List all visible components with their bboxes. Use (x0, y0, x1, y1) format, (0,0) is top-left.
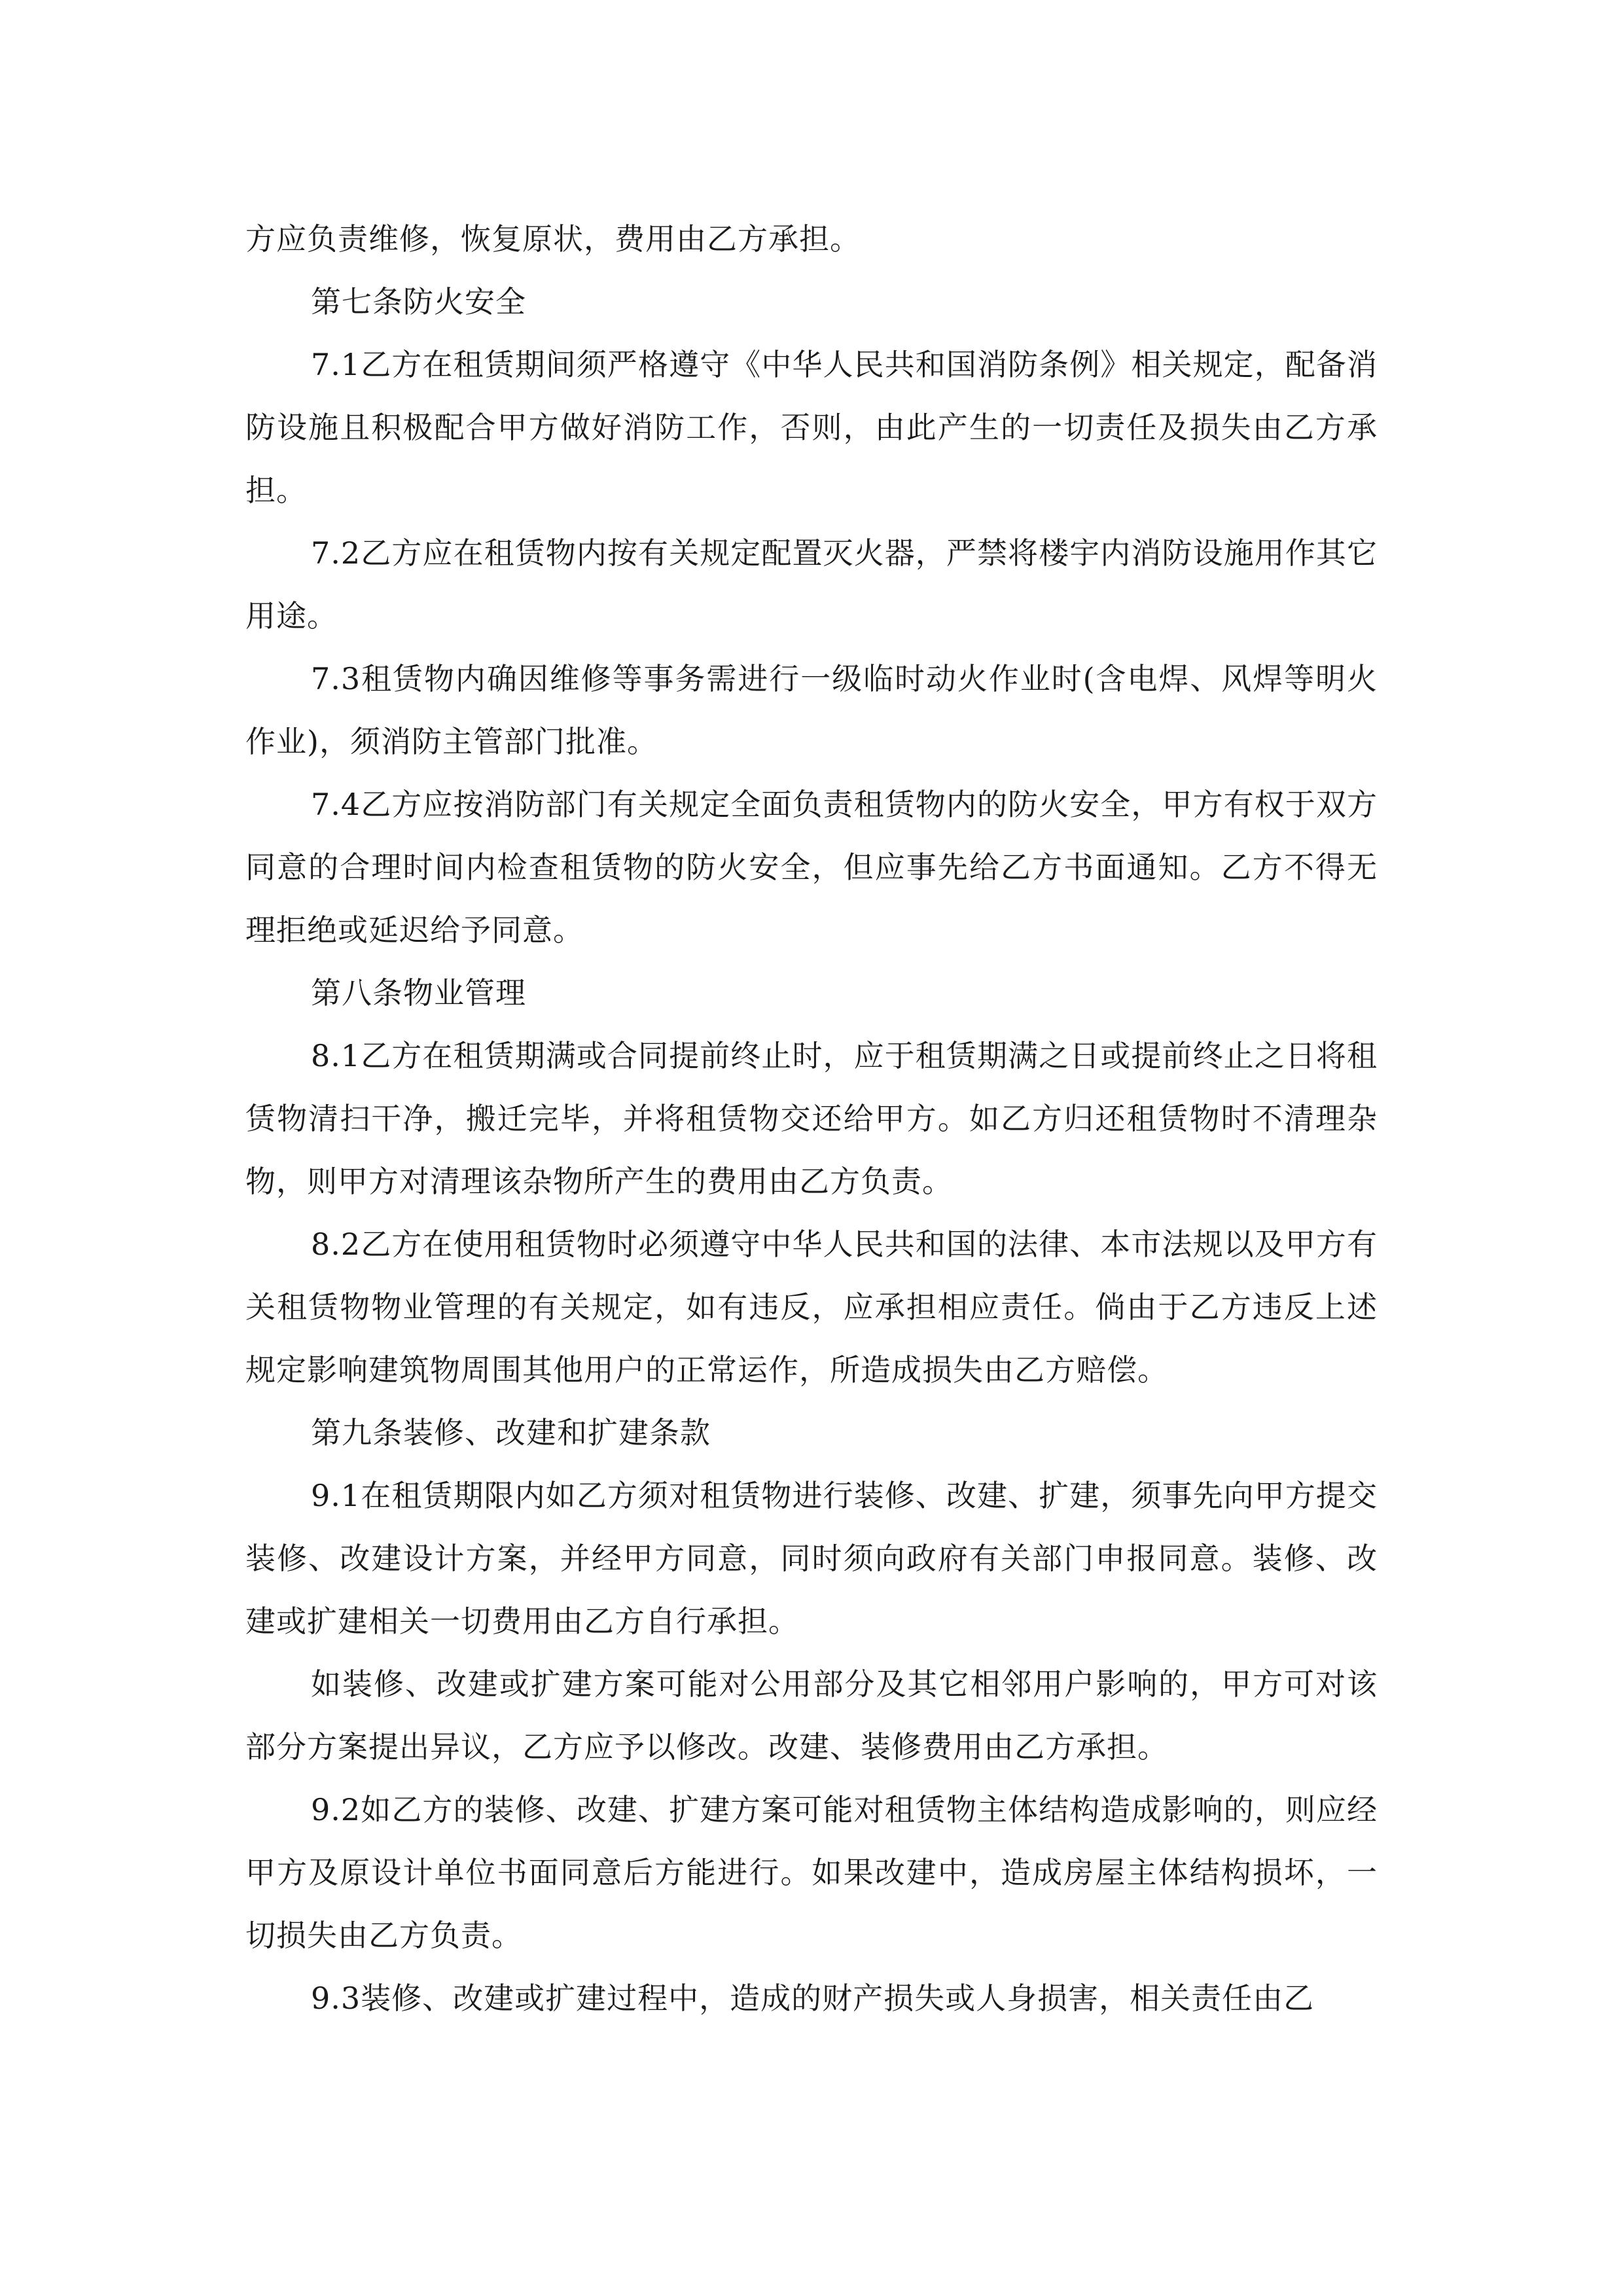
clause-9-2: 9.2如乙方的装修、改建、扩建方案可能对租赁物主体结构造成影响的，则应经甲方及原设计单位书面同意后方能进行。如果改建中，造成房屋主体结构损坏，一切损失由乙方负责。 (245, 1792, 1378, 1953)
clause-8-2: 8.2乙方在使用租赁物时必须遵守中华人民共和国的法律、本市法规以及甲方有关租赁物物业管理的有关规定，如有违反，应承担相应责任。倘由于乙方违反上述规定影响建筑物周围其他用户的正常运作，所造成损失由乙方赔偿。 (245, 1227, 1378, 1388)
clause-8-1: 8.1乙方在租赁期满或合同提前终止时，应于租赁期满之日或提前终止之日将租赁物清扫干净，搬迁完毕，并将租赁物交还给甲方。如乙方归还租赁物时不清理杂物，则甲方对清理该杂物所产生的费用由乙方负责。 (245, 1038, 1378, 1199)
clause-7-4: 7.4乙方应按消防部门有关规定全面负责租赁物内的防火安全，甲方有权于双方同意的合理时间内检查租赁物的防火安全，但应事先给乙方书面通知。乙方不得无理拒绝或延迟给予同意。 (245, 787, 1378, 948)
paragraph-continuation: 方应负责维修，恢复原状，费用由乙方承担。 (245, 221, 861, 257)
clause-9-1: 9.1在租赁期限内如乙方须对租赁物进行装修、改建、扩建，须事先向甲方提交装修、改建设计方案，并经甲方同意，同时须向政府有关部门申报同意。装修、改建或扩建相关一切费用由乙方自行承担。 (245, 1478, 1378, 1639)
clause-7-2: 7.2乙方应在租赁物内按有关规定配置灭火器，严禁将楼宇内消防设施用作其它用途。 (245, 535, 1378, 634)
section-heading-7: 第七条防火安全 (311, 284, 526, 319)
clause-9-3: 9.3装修、改建或扩建过程中，造成的财产损失或人身损害，相关责任由乙 (311, 1981, 1315, 2016)
section-heading-9: 第九条装修、改建和扩建条款 (311, 1415, 711, 1450)
document-body (245, 207, 1378, 2030)
clause-7-1: 7.1乙方在租赁期间须严格遵守《中华人民共和国消防条例》相关规定，配备消防设施且积极配合甲方做好消防工作，否则，由此产生的一切责任及损失由乙方承担。 (245, 347, 1378, 508)
clause-7-3: 7.3租赁物内确因维修等事务需进行一级临时动火作业时(含电焊、风焊等明火作业)，须消防主管部门批准。 (245, 661, 1378, 759)
clause-9-1-supplement: 如装修、改建或扩建方案可能对公用部分及其它相邻用户影响的，甲方可对该部分方案提出异议，乙方应予以修改。改建、装修费用由乙方承担。 (245, 1666, 1378, 1765)
section-heading-8: 第八条物业管理 (311, 975, 526, 1011)
